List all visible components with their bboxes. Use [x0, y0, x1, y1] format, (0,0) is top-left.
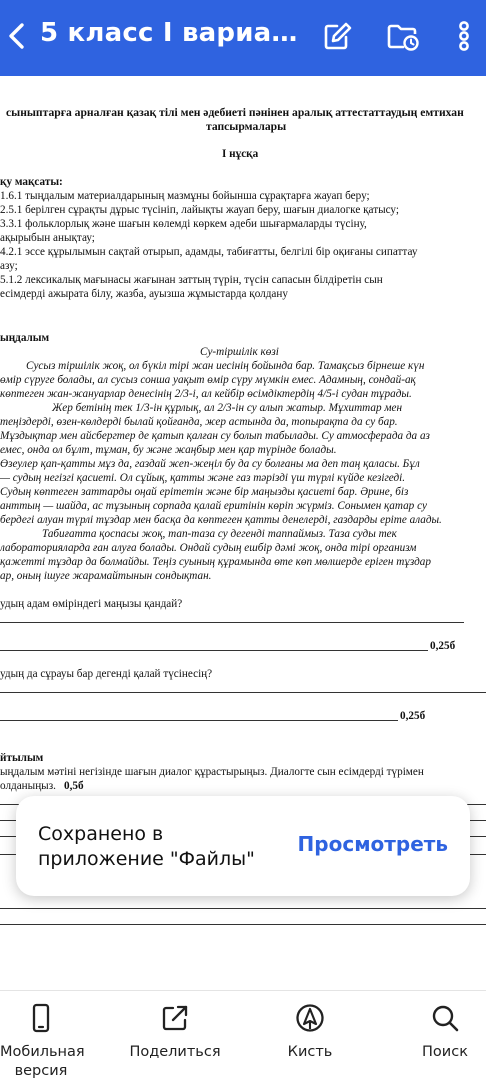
search-icon: [430, 1003, 460, 1033]
nav-label: Поиск: [422, 1044, 468, 1060]
brush-icon: [295, 1003, 325, 1033]
share-icon: [160, 1003, 190, 1033]
nav-share[interactable]: [120, 991, 230, 1081]
text-title: Су-тіршілік көзі: [200, 346, 279, 358]
text-line: Жер бетінің тек 1/3-ін құрлық, ал 2/3-ін су алып жатыр. Мұхиттар мен: [52, 402, 403, 414]
text-line: Табиғатта қоспасы жоқ, тап-таза су дегенді таппаймыз. Таза суды тек: [42, 528, 397, 540]
nav-mobile-version[interactable]: [0, 991, 85, 1081]
text-line: лабораторияларда ған алуға болады. Ондай судың ешбір дәмі жоқ, онда тірі организм: [0, 542, 417, 554]
answer-line: [0, 622, 464, 623]
answer-line: [0, 720, 398, 721]
goals-title: қу мақсаты:: [0, 176, 63, 188]
goal-line: есімдерді ажырата білу, жазба, ауызша жұмыстарда қолдану: [0, 288, 288, 300]
goal-line: 5.1.2 лексикалық мағынасы жағынан заттың түрін, түсін сапасын білдіретін сын: [0, 274, 383, 286]
text-line: Мұздықтар мен айсбергтер де қатып қалған су болып табылады. Су атмосферада да аз: [0, 430, 430, 442]
score-2: 0,25б: [400, 710, 426, 722]
doc-heading-2: тапсырмалары: [206, 120, 287, 133]
text-line: Өзеулер қап-қатты мұз да, газдай жеп-жеңіл бу да су болғаны ма деп таң қаласы. Бұл: [0, 458, 420, 470]
text-line: қажетті тұздар да болмайды. Теңіз суының құрамында өте көп мөлшерде еріген тұздар: [0, 556, 431, 568]
text-line: — судың негізгі қасиеті. Ол сұйық, қатты және газ тәрізді үш түрлі күйде кезігеді.: [0, 472, 406, 484]
back-chevron-icon[interactable]: [4, 20, 28, 52]
top-bar: [0, 0, 486, 76]
answer-line: [0, 650, 428, 651]
text-line: анттың — шайда, ас тұзының сорпада қалай еритінін көріп жүрміз. Сонымен қатар су: [0, 500, 427, 512]
speaking-title: йтылым: [0, 752, 44, 764]
bottom-nav: [0, 990, 486, 1081]
nav-label: Мобильная версия: [0, 1044, 85, 1079]
task-line: олданыңыз.: [0, 780, 56, 792]
document-title[interactable]: 5 класс I вариа…: [40, 18, 298, 48]
doc-heading: сыныптарға арналған қазақ тілі мен әдебиеті пәнінен аралық аттестаттаудың емтихан: [6, 106, 464, 119]
answer-line: [0, 924, 486, 925]
goal-line: 4.2.1 эссе құрылымын сақтай отырып, адамды, табиғатты, белгілі бір оқиғаны сипаттау: [0, 246, 418, 258]
saved-toast: [16, 796, 470, 896]
question-1: удың адам өміріндегі маңызы қандай?: [0, 598, 183, 610]
nav-label: Поделиться: [129, 1044, 221, 1060]
listening-title: ыңдалым: [0, 332, 50, 344]
toast-message: Сохранено в приложение "Файлы": [38, 823, 255, 870]
answer-line: [0, 692, 486, 693]
nav-brush[interactable]: [270, 991, 350, 1081]
nav-label: Кисть: [287, 1044, 333, 1060]
text-line: емес, онда ол бұлт, тұман, бу және жаңбыр мен қар түрінде болады.: [0, 444, 337, 456]
score-1: 0,25б: [430, 640, 456, 652]
variant-label: І нұсқа: [222, 148, 259, 160]
task-score: 0,5б: [64, 780, 84, 792]
more-vertical-icon[interactable]: [450, 20, 478, 52]
mobile-version-icon: [26, 1003, 56, 1033]
question-2: удың да сұрауы бар дегенді қалай түсінесің?: [0, 668, 213, 680]
goal-line: 2.5.1 берілген сұрақты дұрыс түсініп, лайықты жауап беру, шағын диалогке қатысу;: [0, 204, 399, 216]
text-line: өмір сүруге болады, ал сусыз сонша уақыт өмір сүру мүмкін емес. Адамның, сондай-ақ: [0, 374, 416, 386]
goal-line: азу;: [0, 260, 18, 272]
task-line: ыңдалым мәтіні негізінде шағын диалог құрастырыңыз. Диалогте сын есімдерді түрімен: [0, 766, 424, 778]
goal-line: 3.3.1 фольклорлық және шағын көлемді көркем әдеби шығармаларды түсіну,: [0, 218, 367, 230]
text-line: Судың көптеген заттарды оңай ерітетін және бір маңызды қасиеті бар. Әрине, біз: [0, 486, 409, 498]
edit-icon[interactable]: [322, 20, 352, 52]
text-line: бердегі алуан түрлі тұздар мен басқа да көптеген қатты денелерді, газдарды еріте алады.: [0, 514, 442, 526]
nav-search[interactable]: [404, 991, 486, 1081]
goal-line: ақырыбын анықтау;: [0, 232, 95, 244]
text-line: Сусыз тіршілік жоқ, ол бүкіл тірі жан иесінің бойында бар. Тамақсыз бірнеше күн: [26, 360, 425, 372]
view-button[interactable]: Просмотреть: [297, 832, 448, 856]
text-line: теңіздерді, өзен-көлдерді былай қойғанда, жер астында да, топырақта да су бар.: [0, 416, 398, 428]
text-line: ар, оның ішуге жарамайтынын сондықтан.: [0, 570, 212, 582]
answer-line: [0, 908, 486, 909]
text-line: көптеген жан-жануарлар денесінің 2/3-і, ал кейбір өсімдіктердің 4/5-і судан тұрады.: [0, 388, 412, 400]
goal-line: 1.6.1 тыңдалым материалдарының мазмұны бойынша сұрақтарға жауап беру;: [0, 190, 370, 202]
folder-clock-icon[interactable]: [386, 20, 420, 52]
